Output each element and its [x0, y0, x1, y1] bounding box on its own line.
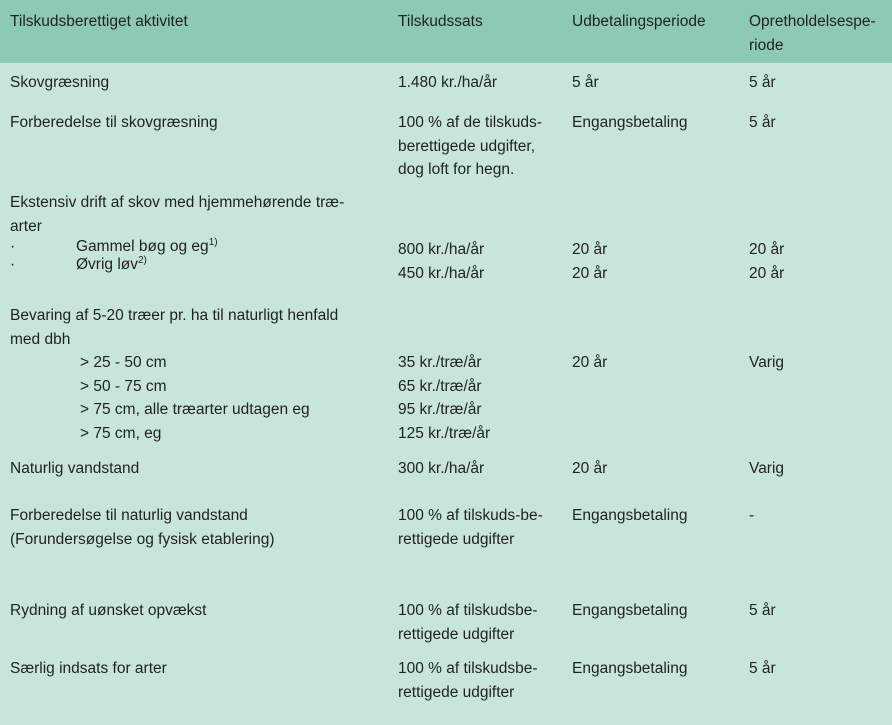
bullet-icon: · — [10, 238, 16, 255]
maintenance-cell: Varig — [749, 460, 785, 477]
rate-cell — [398, 304, 572, 457]
rate-line: 95 kr./træ/år — [398, 401, 482, 418]
footnote-ref: 1) — [208, 237, 218, 248]
payment-cell: 5 år — [572, 74, 599, 91]
bullet-icon: · — [10, 256, 16, 273]
header-payment-period: Udbetalingsperiode — [572, 0, 749, 63]
maintenance-cell: 5 år — [749, 74, 776, 91]
rate-line: rettigede udgifter — [398, 683, 515, 701]
sub-item-label: > 50 - 75 cm — [80, 377, 167, 395]
activity-cell: Skovgræsning — [10, 74, 110, 91]
sub-item-label: Øvrig løv — [76, 256, 138, 273]
activity-cell — [0, 304, 398, 457]
payment-cell: 20 år — [572, 460, 608, 477]
table-row — [0, 111, 892, 191]
rate-line: berettigede udgifter, — [398, 137, 536, 155]
activity-line: arter — [10, 217, 42, 235]
rate-line: 800 kr./ha/år — [398, 241, 485, 258]
table-row — [0, 504, 892, 599]
table-row — [0, 599, 892, 657]
table-row — [0, 191, 892, 304]
activity-cell: Naturlig vandstand — [10, 460, 140, 477]
activity-cell: Rydning af uønsket opvækst — [10, 602, 207, 619]
activity-line: (Forundersøgelse og fysisk etablering) — [10, 530, 275, 548]
maintenance-cell: 5 år — [749, 660, 776, 677]
header-activity: Tilskudsberettiget aktivitet — [0, 0, 398, 63]
rate-cell — [398, 657, 572, 715]
header-maintenance-line: riode — [749, 36, 784, 54]
payment-line: 20 år — [572, 264, 608, 282]
activity-cell: Særlig indsats for arter — [10, 660, 167, 677]
table-row — [0, 457, 892, 504]
activity-cell: Forberedelse til skovgræsning — [10, 114, 218, 131]
payment-cell: 20 år — [572, 354, 608, 371]
rate-cell — [398, 504, 572, 599]
header-maintenance-period — [749, 0, 892, 63]
activity-line: Forberedelse til naturlig vandstand — [10, 507, 248, 524]
rate-cell — [398, 599, 572, 657]
rate-line: 65 kr./træ/år — [398, 377, 482, 395]
maintenance-cell: 5 år — [749, 114, 776, 131]
rate-line: 100 % af tilskudsbe- — [398, 660, 538, 677]
sub-item — [10, 256, 398, 274]
sub-item — [10, 238, 398, 256]
maintenance-cell: Varig — [749, 354, 785, 371]
rate-line: 100 % af tilskuds-be- — [398, 507, 543, 524]
payment-cell: Engangsbetaling — [572, 602, 688, 619]
rate-cell: 1.480 kr./ha/år — [398, 74, 498, 91]
sub-item-label: Gammel bøg og eg — [76, 238, 209, 255]
payment-cell: Engangsbetaling — [572, 507, 688, 524]
table-row — [0, 63, 892, 111]
header-maintenance-line: Opretholdelsespe- — [749, 13, 876, 30]
payment-cell: Engangsbetaling — [572, 114, 688, 131]
activity-cell — [0, 504, 398, 599]
payment-cell: Engangsbetaling — [572, 660, 688, 677]
payment-line: 20 år — [572, 241, 608, 258]
rate-line: 100 % af de tilskuds- — [398, 114, 542, 131]
rate-line: 35 kr./træ/år — [398, 354, 482, 371]
rate-line: 100 % af tilskudsbe- — [398, 602, 538, 619]
table-row — [0, 304, 892, 457]
maintenance-cell: 5 år — [749, 602, 776, 619]
footnote-ref: 2) — [138, 255, 147, 266]
table-row — [0, 657, 892, 715]
rate-cell — [398, 191, 572, 304]
rate-cell — [398, 111, 572, 191]
header-row — [0, 0, 892, 63]
rate-line: 125 kr./træ/år — [398, 424, 491, 442]
rate-line: rettigede udgifter — [398, 625, 515, 643]
sub-item-label: > 75 cm, alle træarter udtagen eg — [80, 401, 310, 418]
sub-item-label: > 75 cm, eg — [80, 424, 162, 442]
rate-line: 450 kr./ha/år — [398, 264, 485, 282]
maintenance-line: 20 år — [749, 241, 785, 258]
activity-line: med dbh — [10, 330, 71, 348]
rate-line: dog loft for hegn. — [398, 161, 515, 178]
maintenance-cell: - — [749, 507, 755, 524]
maintenance-line: 20 år — [749, 264, 785, 282]
activity-line: Bevaring af 5-20 træer pr. ha til naturligt henfald — [10, 307, 339, 324]
header-rate: Tilskudssats — [398, 0, 572, 63]
payment-cell — [572, 191, 749, 304]
activity-line: Ekstensiv drift af skov med hjemmehørende træ- — [10, 194, 345, 211]
activity-cell — [0, 191, 398, 304]
rate-line: rettigede udgifter — [398, 530, 515, 548]
rate-cell: 300 kr./ha/år — [398, 460, 485, 477]
sub-item-label: > 25 - 50 cm — [80, 354, 167, 371]
maintenance-cell — [749, 191, 892, 304]
